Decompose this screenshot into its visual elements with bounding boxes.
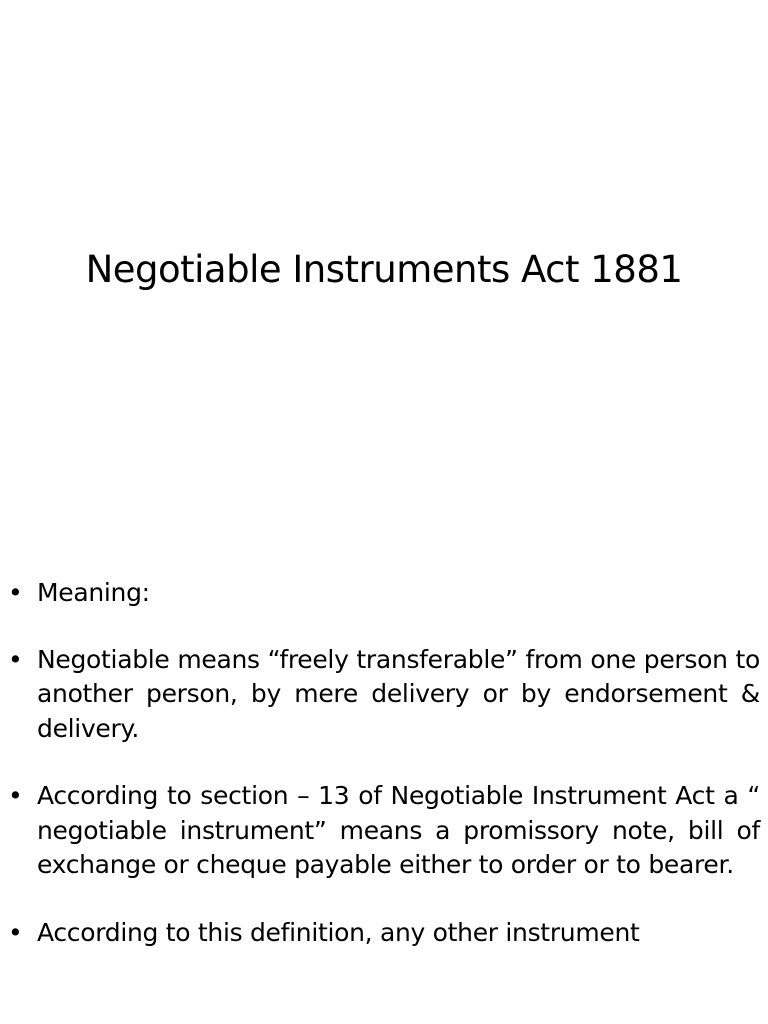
bullet-text: Negotiable means “freely transferable” from one person to another person, by mere delivery or by endorsement & delivery. [37, 644, 760, 743]
bullet-icon: • [8, 917, 23, 947]
bullet-item-section-13 [0, 779, 768, 883]
slide-title: Negotiable Instruments Act 1881 [85, 248, 683, 291]
bullet-text: Meaning: [37, 578, 150, 607]
bullet-text: According to this definition, any other instrument [37, 917, 640, 947]
bullet-icon: • [8, 644, 23, 674]
bullet-icon: • [8, 781, 23, 810]
bullet-item-definition [0, 916, 768, 951]
bullet-list [0, 576, 768, 950]
bullet-text: According to section – 13 of Negotiable Instrument Act a “ negotiable instrument” means a promissory note, bill of exchange or cheque payable either to order or to bearer. [37, 781, 760, 879]
bullet-item-meaning [0, 576, 768, 611]
bullet-icon: • [8, 578, 23, 607]
bullet-item-negotiable [0, 643, 768, 747]
